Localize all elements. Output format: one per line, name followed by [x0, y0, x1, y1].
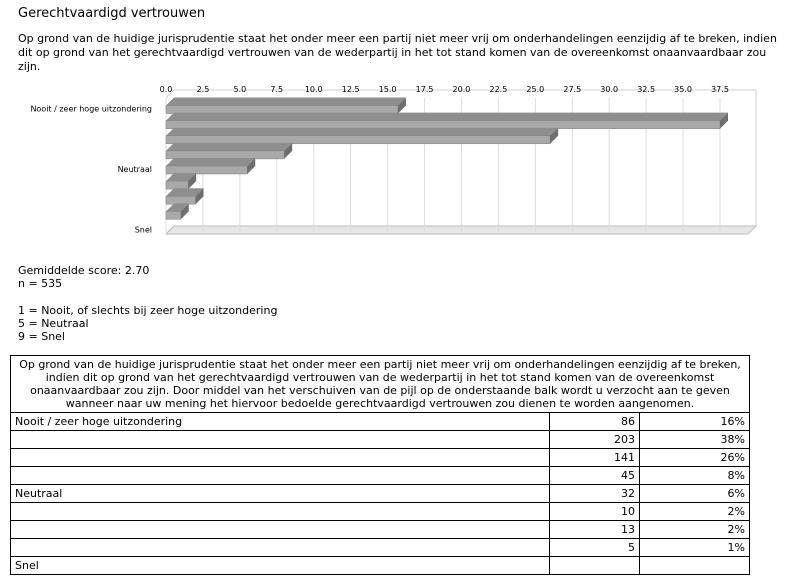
bar	[166, 181, 188, 189]
x-tick-label: 30.0	[600, 85, 619, 94]
row-label	[11, 503, 550, 521]
bar	[166, 136, 550, 144]
x-tick-label: 35.0	[674, 85, 692, 94]
table-row	[11, 431, 750, 449]
row-label	[11, 521, 550, 539]
bar	[166, 196, 196, 204]
y-category-label: Snel	[134, 225, 152, 235]
row-percent: 38%	[640, 431, 750, 449]
table-row	[11, 467, 750, 485]
table-row	[11, 449, 750, 467]
x-tick-label: 10.0	[304, 85, 323, 94]
table-row	[11, 503, 750, 521]
table-row	[11, 413, 750, 431]
x-tick-label: 37.5	[711, 85, 729, 94]
x-tick-label: 27.5	[563, 85, 582, 94]
table-row	[11, 539, 750, 557]
row-count: 13	[550, 521, 640, 539]
bar	[166, 151, 284, 159]
mean-score: Gemiddelde score: 2.70	[18, 264, 150, 277]
row-label	[11, 467, 550, 485]
row-count: 32	[550, 485, 640, 503]
row-count: 141	[550, 449, 640, 467]
legend-1: 1 = Nooit, of slechts bij zeer hoge uitzondering	[18, 304, 278, 317]
y-category-label: Neutraal	[117, 165, 152, 174]
x-tick-label: 32.5	[637, 85, 656, 94]
bar-top-face	[166, 158, 255, 166]
bar	[166, 121, 720, 129]
sample-size: n = 535	[18, 277, 63, 290]
x-tick-label: 12.5	[341, 85, 360, 94]
row-count: 45	[550, 467, 640, 485]
x-tick-label: 17.5	[415, 85, 434, 94]
x-tick-label: 2.5	[196, 85, 210, 94]
row-label	[11, 449, 550, 467]
bar-top-face	[166, 98, 406, 106]
results-table	[10, 355, 750, 575]
row-percent: 2%	[640, 503, 750, 521]
row-label: Neutraal	[11, 485, 550, 503]
row-percent: 16%	[640, 413, 750, 431]
table-header: Op grond van de huidige jurisprudentie staat het onder meer een partij niet meer vrij om onderhandelingen eenzijdig af te breken, indien dit op grond van het gerechtvaardigd vertrouwen van de wederpartij in het tot stand komen van de overeenkomst onaanvaardbaar zou zijn. Door middel van het verschuiven van de pijl op de onderstaande balk wordt u verzocht aan te geven wanneer naar uw mening het hiervoor bedoelde gerechtvaardigd vertrouwen zou dienen te worden aangenomen.	[11, 356, 750, 413]
bar-top-face	[166, 128, 558, 136]
bar	[166, 106, 398, 114]
row-count: 203	[550, 431, 640, 449]
bar-top-face	[166, 143, 292, 151]
row-percent	[640, 557, 750, 575]
statistics	[18, 264, 149, 290]
table-row	[11, 557, 750, 575]
scale-legend	[18, 304, 277, 343]
row-label	[11, 431, 550, 449]
row-percent: 2%	[640, 521, 750, 539]
bar	[166, 166, 247, 174]
y-category-label: Nooit / zeer hoge uitzondering	[30, 104, 152, 114]
row-label: Snel	[11, 557, 550, 575]
legend-5: 5 = Neutraal	[18, 317, 89, 330]
x-tick-label: 0.0	[159, 85, 173, 94]
bar	[166, 211, 181, 219]
row-count: 10	[550, 503, 640, 521]
row-count: 86	[550, 413, 640, 431]
bar-top-face	[166, 113, 728, 121]
table-row	[11, 485, 750, 503]
row-percent: 26%	[640, 449, 750, 467]
row-label: Nooit / zeer hoge uitzondering	[11, 413, 550, 431]
row-percent: 8%	[640, 467, 750, 485]
x-tick-label: 25.0	[526, 85, 545, 94]
x-tick-label: 20.0	[452, 85, 471, 94]
table-row	[11, 521, 750, 539]
row-label	[11, 539, 550, 557]
x-tick-label: 22.5	[489, 85, 508, 94]
x-tick-label: 15.0	[378, 85, 397, 94]
chart-title: Gerechtvaardigd vertrouwen	[18, 6, 206, 21]
row-percent: 1%	[640, 539, 750, 557]
row-percent: 6%	[640, 485, 750, 503]
bar-chart	[0, 78, 800, 248]
row-count	[550, 557, 640, 575]
x-tick-label: 7.5	[270, 85, 284, 94]
legend-9: 9 = Snel	[18, 330, 65, 343]
row-count: 5	[550, 539, 640, 557]
question-text: Op grond van de huidige jurisprudentie staat het onder meer een partij niet meer vrij om onderhandelingen eenzijdig af te breken, indien dit op grond van het gerechtvaardigd vertrouwen van de wederpartij in het tot stand komen van de overeenkomst onaanvaardbaar zou zijn.	[18, 32, 777, 73]
x-tick-label: 5.0	[233, 85, 247, 94]
